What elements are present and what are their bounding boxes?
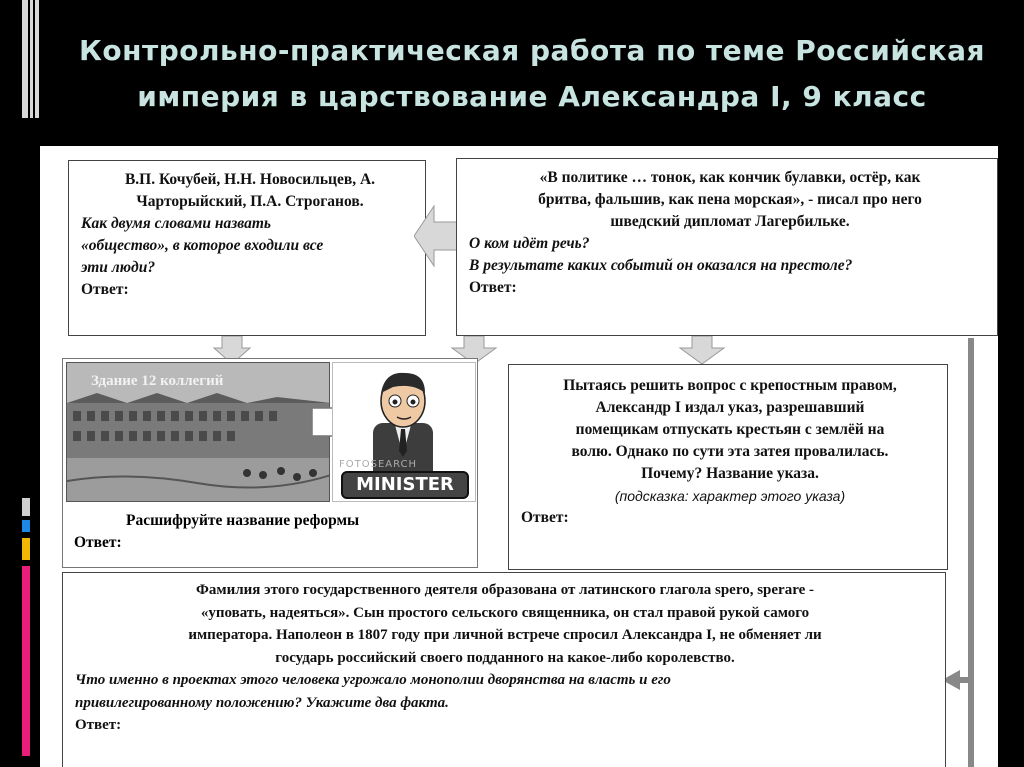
decorative-stripes-top <box>22 0 40 118</box>
box2-answer-label: Ответ: <box>469 279 517 296</box>
box2-line-2: бритва, фальшив, как пена морская», - писал про него <box>538 191 922 208</box>
minister-cartoon <box>332 362 476 502</box>
box5-question-1: Что именно в проектах этого человека угрожало монополии дворянства на власть и его <box>75 672 671 688</box>
box4-line-1: Пытаясь решить вопрос с крепостным правом, <box>563 377 897 394</box>
question-box-statesman <box>62 572 946 767</box>
box4-line-5: Почему? Название указа. <box>641 465 819 482</box>
box5-line-3: императора. Наполеон в 1807 году при личной встрече спросил Александра I, не обменяет ли <box>188 627 822 643</box>
box3-answer-label: Ответ: <box>74 534 122 551</box>
watermark-text: FOTOSEARCH <box>339 459 418 470</box>
box4-hint: (подсказка: характер этого указа) <box>614 488 846 504</box>
title-line-2: империя в царствование Александра I, 9 класс <box>137 80 927 113</box>
decorative-stripes-bottom <box>22 498 38 767</box>
box5-question-2: привилегированному положению? Укажите два факта. <box>75 694 449 711</box>
box5-answer-label: Ответ: <box>75 717 122 733</box>
box1-question-2: «общество», в которое входили все <box>81 237 324 254</box>
arrow-down-icon <box>678 336 726 366</box>
question-box-decree <box>508 364 948 570</box>
worksheet <box>40 146 998 767</box>
connector-line <box>968 338 974 767</box>
box1-line-1: В.П. Кочубей, Н.Н. Новосильцев, А. <box>124 171 376 188</box>
title-line-1: Контрольно-практическая работа по теме Российская <box>79 34 985 67</box>
arrow-left-icon <box>414 204 460 268</box>
photo-caption: Здание 12 коллегий <box>91 373 224 389</box>
slide-title <box>40 28 1024 120</box>
box4-line-2: Александр I издал указ, разрешавший <box>595 399 865 416</box>
box3-task: Расшифруйте название реформы <box>126 512 360 529</box>
box2-line-1: «В политике … тонок, как кончик булавки, остёр, как <box>539 169 921 186</box>
question-box-quote <box>456 158 998 336</box>
box2-line-3: шведский дипломат Лагербильке. <box>610 213 850 230</box>
box2-question-2: В результате каких событий он оказался на престоле? <box>469 257 853 274</box>
box1-answer-label: Ответ: <box>81 281 129 298</box>
box1-line-2: Чарторыйский, П.А. Строганов. <box>136 193 364 210</box>
box4-line-3: помещикам отпускать крестьян с землёй на <box>575 421 885 438</box>
box5-line-1: Фамилия этого государственного деятеля образована от латинского глагола spero, sperare - <box>196 582 814 598</box>
box4-line-4: волю. Однако по сути эта затея провалилась. <box>571 443 889 460</box>
box1-question-3: эти люди? <box>81 259 156 276</box>
box5-line-4: государь российский своего подданного на какое-либо королевство. <box>275 649 735 666</box>
minister-label: MINISTER <box>341 471 469 499</box>
box2-question-1: О ком идёт речь? <box>469 235 590 252</box>
box1-question-1: Как двумя словами назвать <box>81 215 271 232</box>
question-box-reformers <box>68 160 426 336</box>
box4-answer-label: Ответ: <box>521 509 569 526</box>
box5-line-2: «уповать, надеяться». Сын простого сельского священника, он стал правой рукой самого <box>200 604 810 621</box>
collegia-building-photo <box>66 362 330 502</box>
